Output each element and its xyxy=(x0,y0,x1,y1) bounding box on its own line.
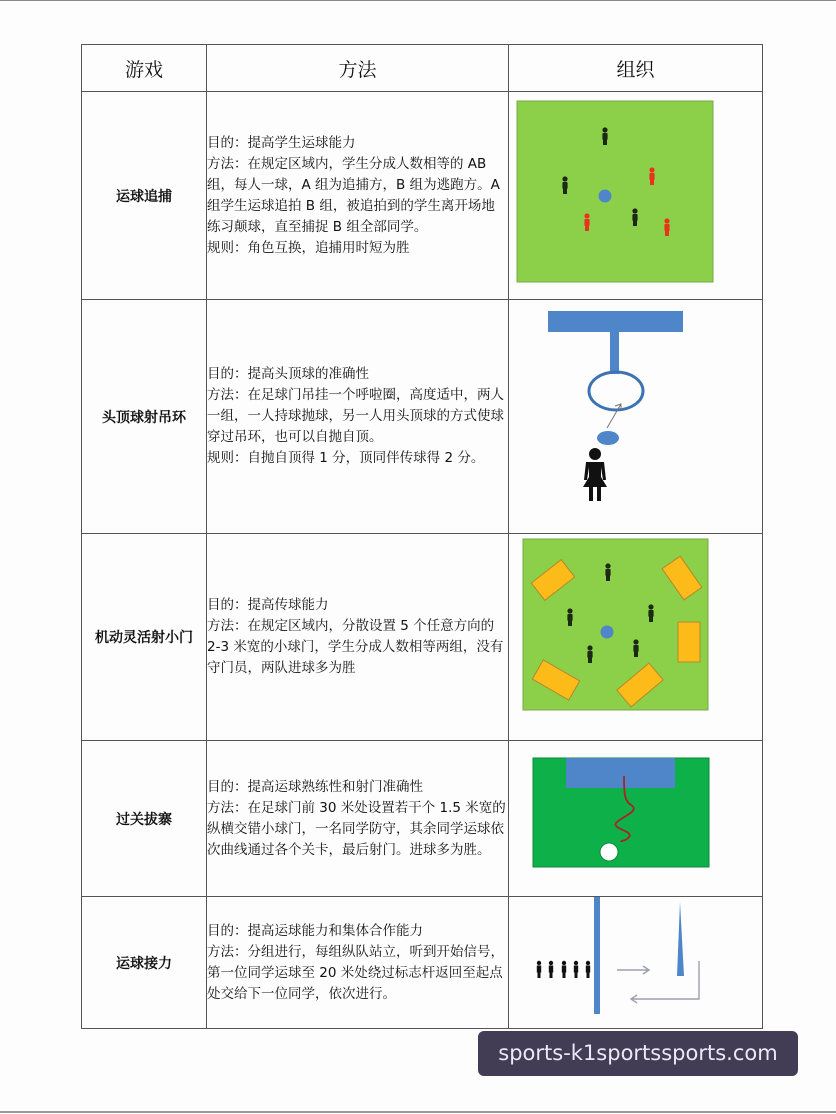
watermark-badge: sports-k1sportssports.com xyxy=(478,1031,798,1076)
games-table xyxy=(81,44,763,1029)
method-line: 目的：提高头顶球的准确性 xyxy=(207,366,369,382)
game-method xyxy=(207,534,509,741)
field-diagram-icon xyxy=(509,92,763,299)
header-organization: 组织 xyxy=(509,45,763,92)
method-line: 方法：在规定区域内，分散设置 5 个任意方向的 2-3 米宽的小球门，学生分成人数相等两组，没有守门员，两队进球多为胜 xyxy=(207,618,504,676)
method-line: 方法：分组进行，每组纵队站立，听到开始信号，第一位同学运球至 20 米处绕过标志杆返回至起点处交给下一位同学，依次进行。 xyxy=(207,943,504,1002)
method-line: 目的：提高运球熟练性和射门准确性 xyxy=(207,778,423,795)
table-row xyxy=(82,300,763,534)
game-method xyxy=(207,741,509,897)
dribble-chase-diagram xyxy=(509,92,763,300)
relay-field-icon xyxy=(509,897,763,1028)
game-method xyxy=(207,897,509,1029)
header-row xyxy=(82,45,763,92)
hoop-diagram-icon xyxy=(509,300,763,533)
method-line: 目的：提高学生运球能力 xyxy=(207,134,356,151)
table-row xyxy=(82,92,763,300)
bottom-border xyxy=(0,1111,836,1113)
method-line: 目的：提高运球能力和集体合作能力 xyxy=(207,922,423,939)
method-line: 方法：在规定区域内，学生分成人数相等的 AB 组，每人一球，A 组为追捕方，B 组为逃跑方。A 组学生运球追拍 B 组，被追拍到的学生离开场地练习颠球，直至捕捉 B 组全部同学。 xyxy=(207,155,500,235)
method-line: 方法：在足球门前 30 米处设置若干个 1.5 米宽的纵横交错小球门，一名同学防守，其余同学运球依次曲线通过各个关卡，最后射门。进球多为胜。 xyxy=(207,799,506,858)
method-line: 规则：自抛自顶得 1 分，顶同伴传球得 2 分。 xyxy=(207,450,485,466)
method-line: 目的：提高传球能力 xyxy=(207,597,329,613)
zigzag-field-icon xyxy=(509,741,763,896)
header-method: 方法 xyxy=(207,45,509,92)
small-goals-field-icon xyxy=(509,534,763,740)
small-goals-diagram xyxy=(509,534,763,741)
game-name: 过关拔寨 xyxy=(82,741,207,897)
game-name: 运球追捕 xyxy=(82,92,207,300)
game-method xyxy=(207,300,509,534)
header-game: 游戏 xyxy=(82,45,207,92)
zigzag-goal-diagram xyxy=(509,741,763,897)
top-border xyxy=(0,0,836,1)
table-row xyxy=(82,741,763,897)
relay-diagram xyxy=(509,897,763,1029)
game-name: 头顶球射吊环 xyxy=(82,300,207,534)
header-hoop-diagram xyxy=(509,300,763,534)
table-row xyxy=(82,897,763,1029)
table-row xyxy=(82,534,763,741)
game-method xyxy=(207,92,509,300)
game-name: 机动灵活射小门 xyxy=(82,534,207,741)
game-name: 运球接力 xyxy=(82,897,207,1029)
method-line: 方法：在足球门吊挂一个呼啦圈，高度适中，两人一组，一人持球抛球，另一人用头顶球的方式使球穿过吊环，也可以自抛自顶。 xyxy=(207,387,504,445)
method-line: 规则：角色互换，追捕用时短为胜 xyxy=(207,239,410,256)
